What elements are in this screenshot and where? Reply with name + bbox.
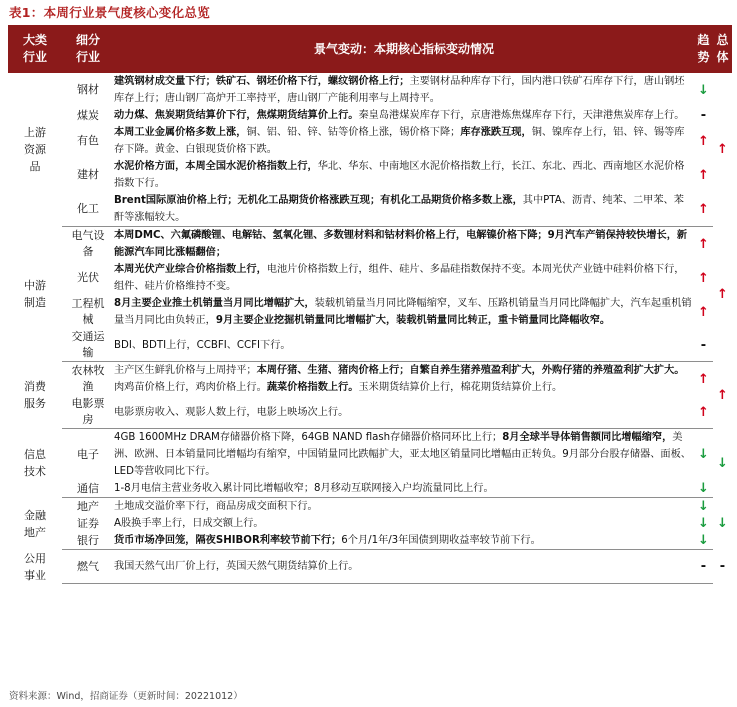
trend-indicator: ↓ xyxy=(698,447,709,462)
category-cell: 消费 服务 xyxy=(24,380,46,410)
subindustry-cell: 建材 xyxy=(77,168,99,181)
key-change-text: 本周DMC、六氟磷酸锂、电解钴、氢氧化锂、多数锂材料和钴材料价格上行，电解镍价格下降；9月汽车产销保持较快增长，新能源汽车同比涨幅翻倍； xyxy=(114,230,688,258)
source-note: 资料来源：Wind，招商证券（更新时间：20221012） xyxy=(9,691,243,702)
trend-indicator: ↓ xyxy=(698,499,709,514)
subindustry-cell: 银行 xyxy=(62,532,114,550)
subindustry-cell: 光伏 xyxy=(77,271,99,284)
subindustry-cell: 煤炭 xyxy=(77,108,99,122)
table-row xyxy=(8,124,732,158)
trend-indicator: ↑ xyxy=(698,236,709,252)
key-change-text: 货币市场净回笼，隔夜SHIBOR利率较节前下行； xyxy=(114,535,342,546)
header-category: 大类 行业 xyxy=(8,25,62,73)
trend-indicator: ↑ xyxy=(698,133,709,149)
trend-indicator: - xyxy=(700,108,707,123)
trend-indicator: - xyxy=(694,550,713,584)
detail-text: 肉鸡苗价格上行，鸡肉价格上行。 xyxy=(114,382,267,393)
trend-indicator: - xyxy=(694,329,713,362)
detail-text: 我国天然气出厂价上行，英国天然气期货结算价上行。 xyxy=(114,561,359,572)
detail-text: 装载机销量当月同比降幅缩窄，叉车、压路机销量当月同比降幅扩大，汽车起重机销量当月同比由负转正， xyxy=(114,298,692,326)
overall-indicator: ↓ xyxy=(717,516,728,531)
table-row xyxy=(8,498,732,516)
subindustry-cell: 证券 xyxy=(77,516,99,530)
change-description xyxy=(114,498,694,516)
key-change-text: Brent国际原油价格上行；无机化工品期货价格涨跌互现；有机化工品期货价格多数上涨， xyxy=(114,195,523,206)
detail-text: 主产区生鲜乳价格与上周持平； xyxy=(114,365,257,376)
table-title: 表1：本周行业景气度核心变化总览 xyxy=(9,5,210,20)
subindustry-cell: 钢材 xyxy=(77,83,99,96)
table-row xyxy=(8,532,732,550)
table-row xyxy=(8,192,732,227)
table-row xyxy=(8,515,732,532)
detail-text: 其中PTA、沥青、纯苯、二甲苯、苯酐等涨幅较大。 xyxy=(114,195,684,223)
subindustry-cell: 电影票 房 xyxy=(62,396,114,429)
trend-indicator: ↓ xyxy=(694,532,713,550)
trend-indicator: ↑ xyxy=(698,167,709,183)
detail-text: 6个月/1年/3年国债到期收益率较节前下行。 xyxy=(341,535,541,546)
header-subindustry: 细分 行业 xyxy=(62,25,114,73)
header-change: 景气变动：本期核心指标变动情况 xyxy=(114,25,694,73)
change-description xyxy=(114,329,694,362)
table-body xyxy=(8,73,732,584)
table-header xyxy=(8,25,732,73)
table-row xyxy=(8,158,732,192)
table-row xyxy=(8,329,732,362)
change-description xyxy=(114,362,694,397)
overall-indicator: - xyxy=(719,559,726,574)
trend-indicator: ↑ xyxy=(698,304,709,320)
category-cell: 上游 资源 品 xyxy=(24,126,46,174)
subindustry-cell: 通信 xyxy=(62,480,114,498)
change-description xyxy=(114,73,694,107)
subindustry-cell: 电子 xyxy=(77,447,99,461)
change-description xyxy=(114,550,694,584)
detail-text: 华北、华东、中南地区水泥价格指数上行，长江、东北、西北、西南地区水泥价格指数下行。 xyxy=(114,161,685,189)
table-row xyxy=(8,429,732,481)
key-change-text: 库存涨跌互现， xyxy=(460,127,532,138)
detail-text: 1-8月电信主营业务收入累计同比增幅收窄；8月移动互联网接入户均流量同比上行。 xyxy=(114,483,494,494)
overall-indicator: ↑ xyxy=(717,142,728,158)
detail-text: 电池片价格指数上行，组件、硅片、多晶硅指数保持不变。本周光伏产业链中硅料价格下行，组件、硅片价格维持不变。 xyxy=(114,264,685,292)
key-change-text: 建筑钢材成交量下行；铁矿石、钢坯价格下行，螺纹钢价格上行； xyxy=(114,76,410,87)
key-change-text: 本周工业金属价格多数上涨， xyxy=(114,127,247,138)
trend-indicator: ↓ xyxy=(698,516,709,531)
overall-indicator: ↑ xyxy=(717,387,728,403)
key-change-text: 本周光伏产业综合价格指数上行， xyxy=(114,264,267,275)
category-cell: 金融 地产 xyxy=(24,508,46,539)
change-description xyxy=(114,429,694,481)
subindustry-cell: 工程机 械 xyxy=(71,297,105,326)
change-description xyxy=(114,107,694,124)
change-description xyxy=(114,515,694,532)
key-change-text: 8月全球半导体销售额同比增幅缩窄， xyxy=(502,432,673,443)
subindustry-cell: 燃气 xyxy=(62,550,114,584)
trend-indicator: ↑ xyxy=(694,396,713,429)
subindustry-cell: 农林牧 渔 xyxy=(71,364,105,393)
table-row xyxy=(8,362,732,397)
subindustry-cell: 有色 xyxy=(77,134,99,147)
industry-table xyxy=(8,25,732,584)
table-row xyxy=(8,295,732,329)
detail-text: 铜、铝、铅、锌、钴等价格上涨，锡价格下降； xyxy=(246,127,461,138)
subindustry-cell: 交通运 输 xyxy=(62,329,114,362)
subindustry-cell: 电气设 备 xyxy=(71,229,105,258)
table-row xyxy=(8,261,732,295)
detail-text: 美洲、欧洲、日本销量同比增幅均有缩窄，中国销量同比跌幅扩大，亚太地区销量同比增幅由正转负。9月部分台股存储器、面板、LED等营收同比下行。 xyxy=(114,432,691,477)
change-description xyxy=(114,295,694,329)
subindustry-cell: 化工 xyxy=(62,192,114,227)
table-row xyxy=(8,550,732,584)
detail-text: 主要钢材品种库存下行，国内港口铁矿石库存下行，唐山钢坯库存上行；唐山钢厂高炉开工率持平，唐山钢厂产能利用率与上周持平。 xyxy=(114,76,685,104)
detail-text: A股换手率上行，日成交额上行。 xyxy=(114,518,264,529)
change-description xyxy=(114,192,694,227)
change-description xyxy=(114,124,694,158)
trend-indicator: ↑ xyxy=(694,192,713,227)
detail-text: BDI、BDTI上行，CCBFI、CCFI下行。 xyxy=(114,339,291,351)
table-row xyxy=(8,480,732,498)
category-cell: 信息 技术 xyxy=(24,448,46,478)
key-change-text: 水泥价格方面，本周全国水泥价格指数上行， xyxy=(114,161,318,172)
change-description xyxy=(114,480,694,498)
trend-indicator: ↓ xyxy=(694,480,713,498)
detail-text: 电影票房收入、观影人数上行，电影上映场次上行。 xyxy=(114,406,349,418)
detail-text: 铜、镍库存上行，铝、锌、锡等库存下降。黄金、白银现货价格下跌。 xyxy=(114,127,685,155)
overall-indicator: ↑ xyxy=(717,286,728,302)
table-row xyxy=(8,227,732,262)
change-description xyxy=(114,261,694,295)
category-cell: 公用 事业 xyxy=(24,551,46,582)
detail-text: 4GB 1600MHz DRAM存储器价格下降，64GB NAND flash存储器价格同环比上行； xyxy=(114,432,503,443)
change-description xyxy=(114,532,694,550)
detail-text: 玉米期货结算价上行，棉花期货结算价上行。 xyxy=(358,382,563,393)
key-change-text: 动力煤、焦炭期货结算价下行，焦煤期货结算价上行。 xyxy=(114,110,359,121)
key-change-text: 本周仔猪、生猪、猪肉价格上行；自繁自养生猪养殖盈利扩大，外购仔猪的养殖盈利扩大扩大。 xyxy=(256,365,685,376)
trend-indicator: ↓ xyxy=(698,82,709,98)
detail-text: 土地成交溢价率下行，商品房成交面积下行。 xyxy=(114,501,318,512)
subindustry-cell: 地产 xyxy=(77,499,99,513)
table-row xyxy=(8,107,732,124)
change-description xyxy=(114,158,694,192)
trend-indicator: ↑ xyxy=(698,371,709,387)
key-change-text: 9月主要企业挖掘机销量同比增幅扩大，装载机销量同比转正，重卡销量同比降幅收窄。 xyxy=(215,315,611,326)
header-trend: 趋 势 xyxy=(694,25,713,73)
change-description xyxy=(114,227,694,262)
trend-indicator: ↑ xyxy=(698,270,709,286)
key-change-text: 蔬菜价格指数上行。 xyxy=(266,382,359,393)
change-description xyxy=(114,396,694,429)
detail-text: 秦皇岛港煤炭库存下行，京唐港炼焦煤库存下行，天津港焦炭库存上行。 xyxy=(358,110,685,121)
table-row xyxy=(8,396,732,429)
header-total: 总 体 xyxy=(713,25,732,73)
table-row xyxy=(8,73,732,107)
key-change-text: 8月主要企业推土机销量当月同比增幅扩大， xyxy=(114,298,315,309)
category-cell: 中游 制造 xyxy=(24,279,46,309)
overall-indicator: ↓ xyxy=(717,455,728,471)
